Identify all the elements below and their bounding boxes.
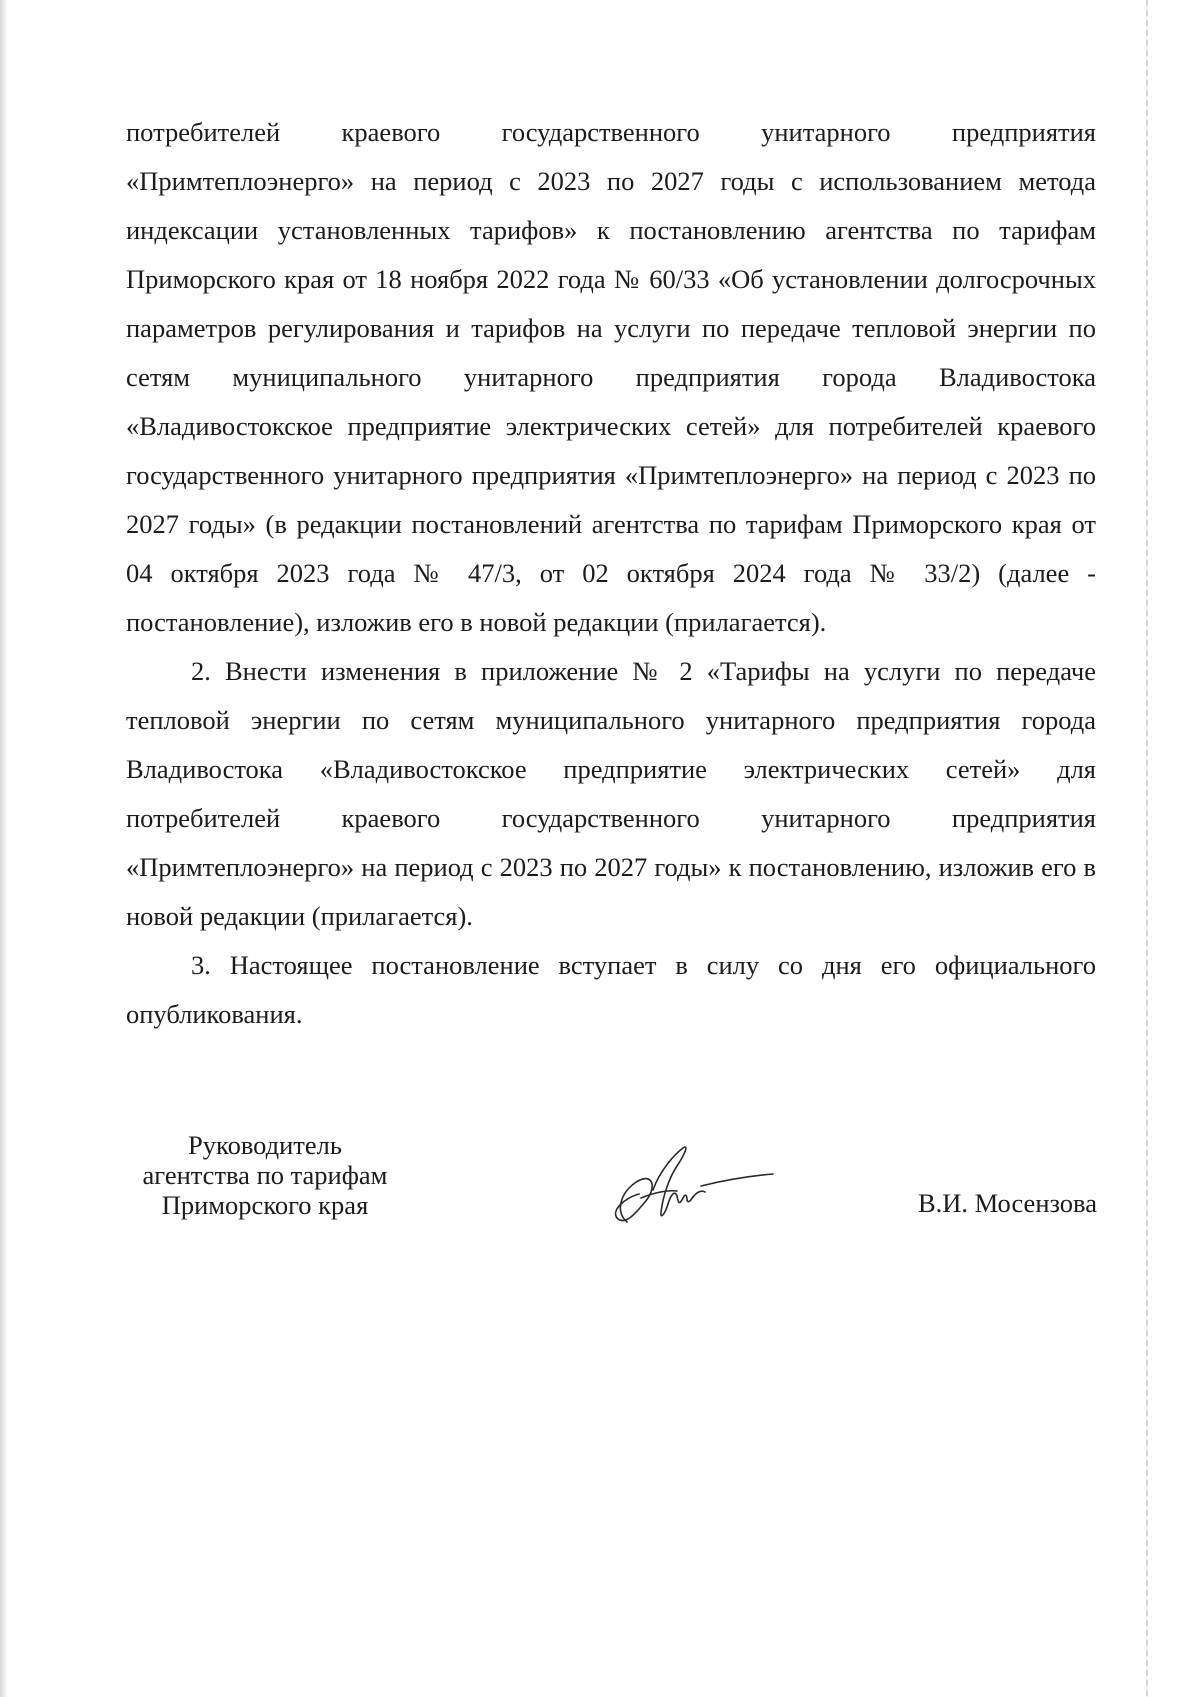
paragraph-continuation: потребителей краевого государственного унитарного предприятия «Примтеплоэнерго» на период с 2023 по 2027 годы с использованием метода индексации установленных тарифов» к постановлению агентства по тарифам Приморского края от 18 ноября 2022 года № 60/33 «Об установлении долгосрочных параметров регулирования и тарифов на услуги по передаче тепловой энергии по сетям муниципального унитарного предприятия города Владивостока «Владивостокское предприятие электрических сетей» для потребителей краевого государственного унитарного предприятия «Примтеплоэнерго» на период с 2023 по 2027 годы» (в редакции постановлений агентства по тарифам Приморского края от 04 октября 2023 года № 47/3, от 02 октября 2024 года № 33/2) (далее - постановление), изложив его в новой редакции (прилагается).: [126, 117, 1096, 637]
handwritten-signature: [605, 1140, 775, 1235]
paragraph-item-2: 2. Внести изменения в приложение № 2 «Тарифы на услуги по передаче тепловой энергии по сетям муниципального унитарного предприятия города Владивостока «Владивостокское предприятие электрических сетей» для потребителей краевого государственного унитарного предприятия «Примтеплоэнерго» на период с 2023 по 2027 годы» к постановлению, изложив его в новой редакции (прилагается).: [126, 656, 1096, 931]
page-edge: [1146, 0, 1148, 1697]
position-line-2: агентства по тарифам: [142, 1160, 388, 1190]
document-body: [126, 108, 1096, 1039]
position-line-1: Руководитель: [188, 1130, 342, 1160]
paragraph-item-3: 3. Настоящее постановление вступает в силу со дня его официального опубликования.: [126, 950, 1096, 1029]
signatory-position: [110, 1130, 420, 1220]
position-line-3: Приморского края: [161, 1190, 369, 1220]
signer-name: В.И. Мосензова: [917, 1188, 1097, 1218]
page-shadow: [0, 0, 8, 1697]
